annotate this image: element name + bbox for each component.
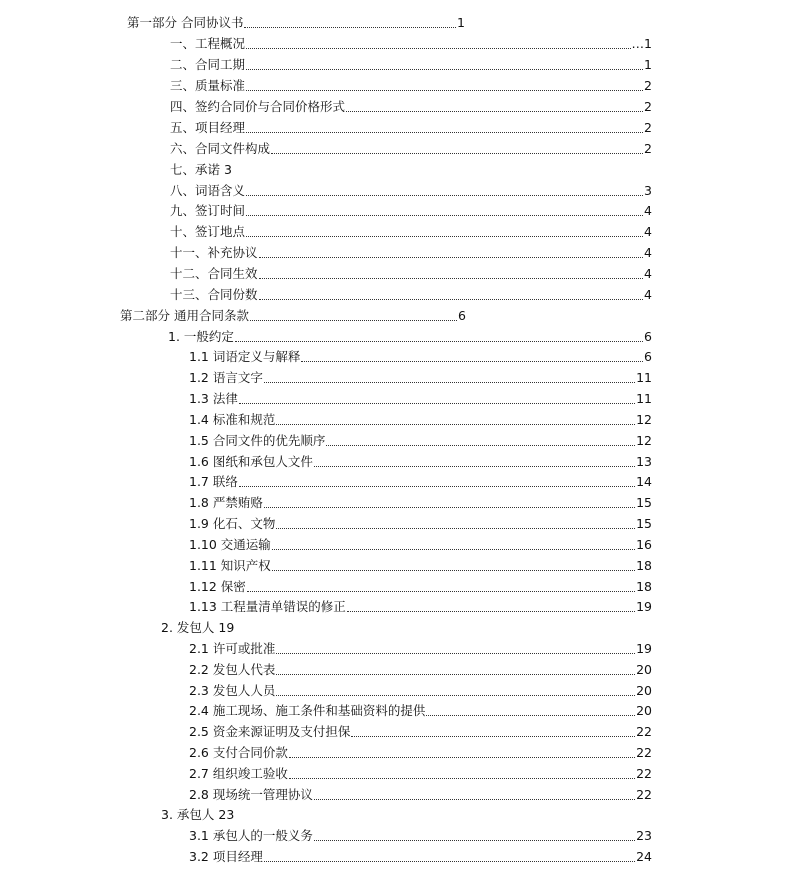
toc-entry[interactable] <box>161 805 234 825</box>
toc-page-number: 4 <box>644 266 652 281</box>
toc-entry-title: 2.5 资金来源证明及支付担保 <box>189 724 351 739</box>
dot-leader <box>246 236 643 237</box>
toc-entry[interactable] <box>189 535 652 555</box>
toc-page-number: 13 <box>636 454 652 469</box>
toc-page-number: 14 <box>636 474 652 489</box>
dot-leader <box>276 653 635 654</box>
toc-entry[interactable] <box>189 368 652 388</box>
toc-entry[interactable] <box>189 514 652 534</box>
toc-entry[interactable] <box>189 410 652 430</box>
dot-leader <box>259 278 644 279</box>
toc-entry[interactable] <box>170 243 652 263</box>
toc-page-number: 2 <box>644 78 652 93</box>
toc-entry-title: 1.7 联络 <box>189 474 238 489</box>
toc-entry[interactable] <box>189 701 652 721</box>
toc-page-number: 2 <box>644 99 652 114</box>
toc-page-number: 3 <box>644 183 652 198</box>
toc-part-heading[interactable] <box>120 306 466 326</box>
toc-page-number: 15 <box>636 495 652 510</box>
dot-leader <box>259 257 644 258</box>
toc-entry[interactable] <box>189 847 652 867</box>
toc-entry[interactable] <box>170 285 652 305</box>
toc-entry[interactable] <box>170 139 652 159</box>
toc-page-number: 2 <box>644 141 652 156</box>
dot-leader <box>247 591 635 592</box>
dot-leader <box>346 111 643 112</box>
toc-page-number: 12 <box>636 433 652 448</box>
toc-page-number: 4 <box>644 287 652 302</box>
toc-page-number: 19 <box>636 641 652 656</box>
toc-entry[interactable] <box>168 327 652 347</box>
dot-leader <box>246 69 643 70</box>
toc-entry[interactable] <box>170 118 652 138</box>
toc-entry-title: 1. 一般约定 <box>168 329 234 344</box>
toc-entry-title: 1.8 严禁贿赂 <box>189 495 263 510</box>
toc-entry-title: 一、工程概况 <box>170 36 246 51</box>
toc-entry-title: 1.13 工程量清单错误的修正 <box>189 599 346 614</box>
dot-leader <box>276 528 635 529</box>
toc-page-number: 18 <box>636 558 652 573</box>
toc-page-number: …1 <box>631 36 652 51</box>
toc-page-number: 11 <box>636 391 652 406</box>
dot-leader <box>272 549 635 550</box>
toc-entry[interactable] <box>170 34 652 54</box>
toc-entry-title: 3. 承包人 23 <box>161 807 235 822</box>
dot-leader <box>347 611 635 612</box>
toc-page-number: 22 <box>636 787 652 802</box>
dot-leader <box>276 695 635 696</box>
toc-entry[interactable] <box>189 493 652 513</box>
dot-leader <box>264 507 635 508</box>
toc-entry-title: 3.2 项目经理 <box>189 849 263 864</box>
toc-part-heading[interactable] <box>127 13 465 33</box>
toc-entry[interactable] <box>170 181 652 201</box>
toc-entry-title: 2.8 现场统一管理协议 <box>189 787 313 802</box>
dot-leader <box>239 403 635 404</box>
toc-entry[interactable] <box>170 76 652 96</box>
toc-entry-title: 第一部分 合同协议书 <box>127 15 244 30</box>
toc-entry-title: 八、词语含义 <box>170 183 246 198</box>
toc-entry-title: 2.6 支付合同价款 <box>189 745 288 760</box>
toc-page-number: 1 <box>644 57 652 72</box>
toc-page-number: 6 <box>644 329 652 344</box>
toc-page-number: 15 <box>636 516 652 531</box>
toc-entry-title: 2.7 组织竣工验收 <box>189 766 288 781</box>
toc-entry-title: 1.10 交通运输 <box>189 537 271 552</box>
dot-leader <box>301 361 643 362</box>
toc-entry[interactable] <box>170 97 652 117</box>
toc-entry[interactable] <box>170 55 652 75</box>
toc-page-number: 22 <box>636 724 652 739</box>
toc-entry-title: 1.4 标准和规范 <box>189 412 276 427</box>
toc-page-number: 20 <box>636 683 652 698</box>
dot-leader <box>276 424 635 425</box>
toc-page-number: 23 <box>636 828 652 843</box>
toc-entry[interactable] <box>170 160 232 180</box>
toc-entry-title: 六、合同文件构成 <box>170 141 271 156</box>
dot-leader <box>246 90 643 91</box>
toc-entry[interactable] <box>189 452 652 472</box>
toc-entry-title: 3.1 承包人的一般义务 <box>189 828 313 843</box>
dot-leader <box>276 674 635 675</box>
toc-entry-title: 第二部分 通用合同条款 <box>120 308 249 323</box>
toc-entry[interactable] <box>189 743 652 763</box>
toc-entry-title: 十、签订地点 <box>170 224 246 239</box>
dot-leader <box>246 132 643 133</box>
toc-entry-title: 1.9 化石、文物 <box>189 516 276 531</box>
dot-leader <box>351 736 635 737</box>
dot-leader <box>246 48 631 49</box>
dot-leader <box>272 570 635 571</box>
dot-leader <box>271 153 643 154</box>
dot-leader <box>289 757 635 758</box>
toc-entry-title: 2.2 发包人代表 <box>189 662 276 677</box>
toc-entry[interactable] <box>189 722 652 742</box>
toc-page-number: 4 <box>644 245 652 260</box>
toc-entry-title: 1.12 保密 <box>189 579 246 594</box>
toc-entry-title: 2. 发包人 19 <box>161 620 235 635</box>
toc-entry[interactable] <box>189 577 652 597</box>
toc-entry-title: 1.3 法律 <box>189 391 238 406</box>
toc-entry[interactable] <box>189 785 652 805</box>
toc-page-number: 12 <box>636 412 652 427</box>
dot-leader <box>426 715 635 716</box>
dot-leader <box>250 320 457 321</box>
toc-page-number: 11 <box>636 370 652 385</box>
toc-entry-title: 2.3 发包人人员 <box>189 683 276 698</box>
toc-entry-title: 三、质量标准 <box>170 78 246 93</box>
toc-entry-title: 七、承诺 3 <box>170 162 232 177</box>
toc-page-number: 16 <box>636 537 652 552</box>
toc-entry[interactable] <box>189 431 652 451</box>
toc-entry-title: 十一、补充协议 <box>170 245 258 260</box>
toc-entry[interactable] <box>189 472 652 492</box>
toc-page-number: 20 <box>636 662 652 677</box>
toc-entry[interactable] <box>161 618 234 638</box>
dot-leader <box>239 486 635 487</box>
toc-entry[interactable] <box>189 660 652 680</box>
toc-entry[interactable] <box>189 764 652 784</box>
toc-page-number: 2 <box>644 120 652 135</box>
toc-page-number: 4 <box>644 224 652 239</box>
toc-page-number: 22 <box>636 766 652 781</box>
toc-entry[interactable] <box>189 639 652 659</box>
toc-entry[interactable] <box>189 556 652 576</box>
dot-leader <box>246 215 643 216</box>
toc-page-number: 18 <box>636 579 652 594</box>
toc-entry-title: 十三、合同份数 <box>170 287 258 302</box>
toc-page-number: 20 <box>636 703 652 718</box>
toc-entry[interactable] <box>189 389 652 409</box>
toc-page-number: 6 <box>458 308 466 323</box>
toc-entry-title: 五、项目经理 <box>170 120 246 135</box>
toc-page-number: 4 <box>644 203 652 218</box>
toc-entry-title: 1.6 图纸和承包人文件 <box>189 454 313 469</box>
toc-entry[interactable] <box>189 347 652 367</box>
toc-entry[interactable] <box>170 201 652 221</box>
toc-entry-title: 2.4 施工现场、施工条件和基础资料的提供 <box>189 703 426 718</box>
toc-entry-title: 2.1 许可或批准 <box>189 641 276 656</box>
toc-entry-title: 九、签订时间 <box>170 203 246 218</box>
toc-page-number: 6 <box>644 349 652 364</box>
toc-entry-title: 1.11 知识产权 <box>189 558 271 573</box>
toc-entry-title: 十二、合同生效 <box>170 266 258 281</box>
toc-entry-title: 四、签约合同价与合同价格形式 <box>170 99 346 114</box>
toc-entry[interactable] <box>189 597 652 617</box>
dot-leader <box>259 299 644 300</box>
toc-page-number: 22 <box>636 745 652 760</box>
toc-entry[interactable] <box>189 681 652 701</box>
toc-entry[interactable] <box>189 826 652 846</box>
toc-page-number: 1 <box>457 15 465 30</box>
toc-entry-title: 1.2 语言文字 <box>189 370 263 385</box>
dot-leader <box>244 27 456 28</box>
dot-leader <box>264 382 635 383</box>
dot-leader <box>314 799 635 800</box>
toc-page-number: 19 <box>636 599 652 614</box>
dot-leader <box>235 341 643 342</box>
toc-page-number: 24 <box>636 849 652 864</box>
dot-leader <box>246 195 643 196</box>
dot-leader <box>326 445 635 446</box>
dot-leader <box>314 466 635 467</box>
toc-entry[interactable] <box>170 264 652 284</box>
toc-entry[interactable] <box>170 222 652 242</box>
toc-entry-title: 二、合同工期 <box>170 57 246 72</box>
toc-entry-title: 1.1 词语定义与解释 <box>189 349 301 364</box>
dot-leader <box>314 840 635 841</box>
toc-entry-title: 1.5 合同文件的优先顺序 <box>189 433 326 448</box>
dot-leader <box>264 861 635 862</box>
dot-leader <box>289 778 635 779</box>
